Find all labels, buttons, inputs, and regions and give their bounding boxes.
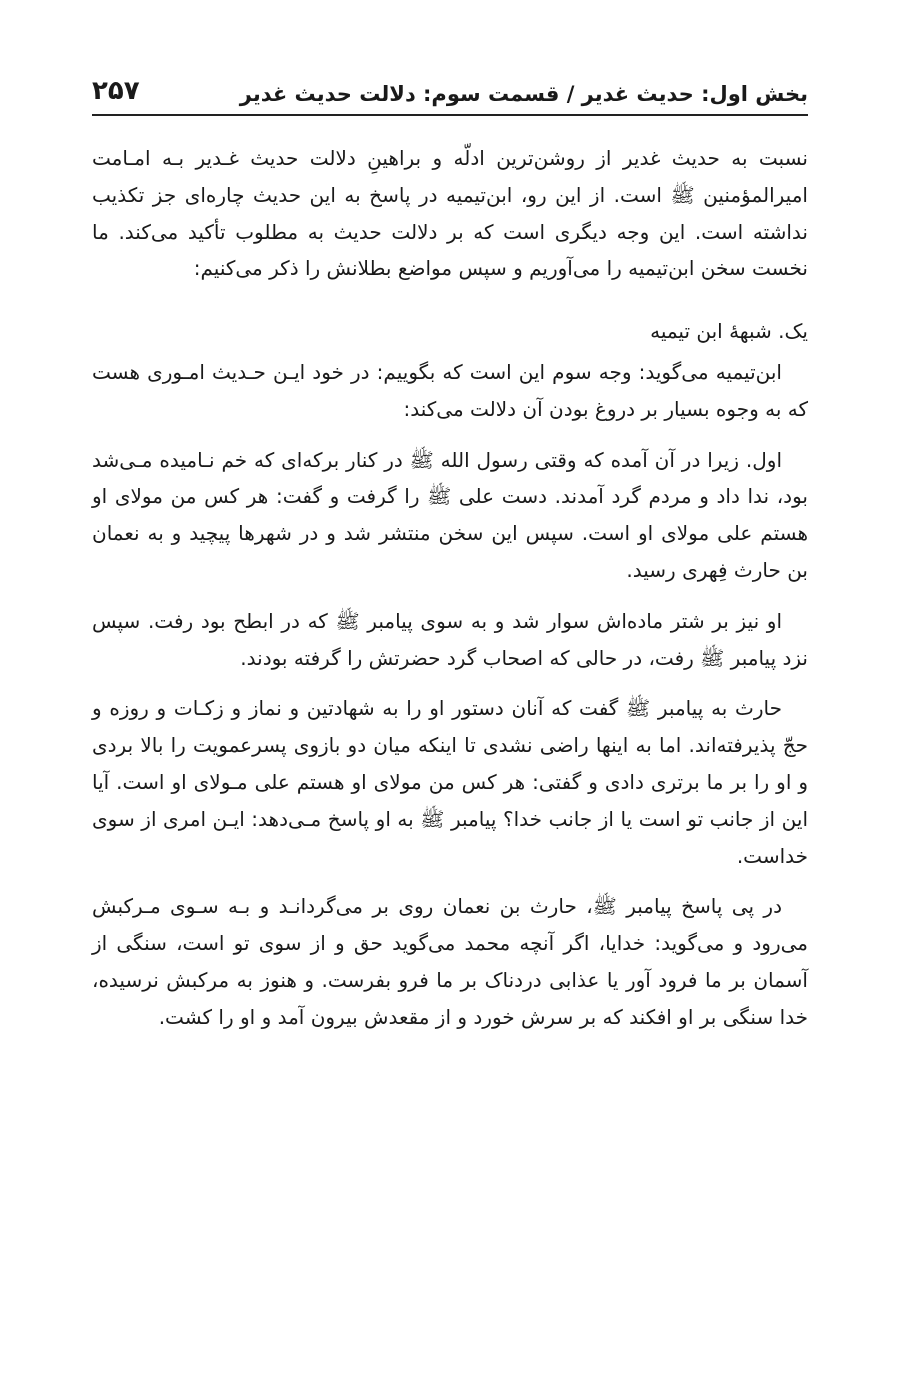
page-body	[92, 140, 808, 1050]
body-paragraph: اول. زیرا در آن آمده که وقتی رسول الله ﷺ در کنار برکه‌ای که خم نـامیده مـی‌شد بود، ندا داد و مردم گرد آمدند. دست علی ﷺ را گرفت و گفت: هر کس من مولای او هستم علی مولای او است. سپس این سخن منتشر شد و در شهرها پیچید و به نعمان بن حارث فِهری رسید.	[92, 447, 808, 582]
body-paragraph: او نیز بر شتر ماده‌اش سوار شد و به سوی پیامبر ﷺ که در ابطح بود رفت. سپس نزد پیامبر ﷺ رفت، در حالی که اصحاب گرد حضرتش را گرفته بودند.	[92, 608, 808, 670]
section-heading: یک. شبههٔ ابن تیمیه	[650, 319, 808, 344]
body-paragraph: در پی پاسخ پیامبر ﷺ، حارث بن نعمان روی بر می‌گردانـد و بـه سـوی مـرکبش می‌رود و می‌گوید: خدایا، اگر آنچه محمد می‌گوید حق و از سوی تو است، سنگی از آسمان بر ما فرود آور یا عذابی دردناک بر ما فرو بفرست. و هنوز به مرکبش نرسیده، خدا سنگی بر او افکند که بر سرش خورد و از مقعدش بیرون آمد و او را کشت.	[92, 894, 808, 1029]
page-header	[92, 66, 808, 116]
page-number: ۲۵۷	[92, 76, 140, 106]
running-title: بخش اول: حدیث غدیر / قسمت سوم: دلالت حدیث غدیر	[239, 82, 808, 106]
body-paragraph: ابن‌تیمیه می‌گوید: وجه سوم این است که بگوییم: در خود ایـن حـدیث امـوری هست که به وجوه بسیار بر دروغ بودن آن دلالت می‌کند:	[92, 359, 808, 421]
intro-paragraph: نسبت به حدیث غدیر از روشن‌ترین ادلّه و براهینِ دلالت حدیث غـدیر بـه امـامت امیرالمؤمنین ﷺ است. از این رو، ابن‌تیمیه در پاسخ به این حدیث چاره‌ای جز تکذیب نداشته است. این وجه دیگری است که بر دلالت حدیث به مطلوب تأکید می‌کند. ما نخست سخن ابن‌تیمیه را می‌آوریم و سپس مواضع بطلانش را ذکر می‌کنیم:	[92, 146, 808, 281]
body-paragraph: حارث به پیامبر ﷺ گفت که آنان دستور او را به شهادتین و نماز و زکـات و روزه و حجّ پذیرفته‌اند. اما به اینها راضی نشدی تا اینکه میان دو بازوی پسرعمویت را بالا بردی و او را بر ما برتری دادی و گفتی: هر کس من مولای او هستم علی مـولای او است. آیا این از جانب تو است یا از جانب خدا؟ پیامبر ﷺ به او پاسخ مـی‌دهد: ایـن امری از سوی خداست.	[92, 696, 808, 868]
